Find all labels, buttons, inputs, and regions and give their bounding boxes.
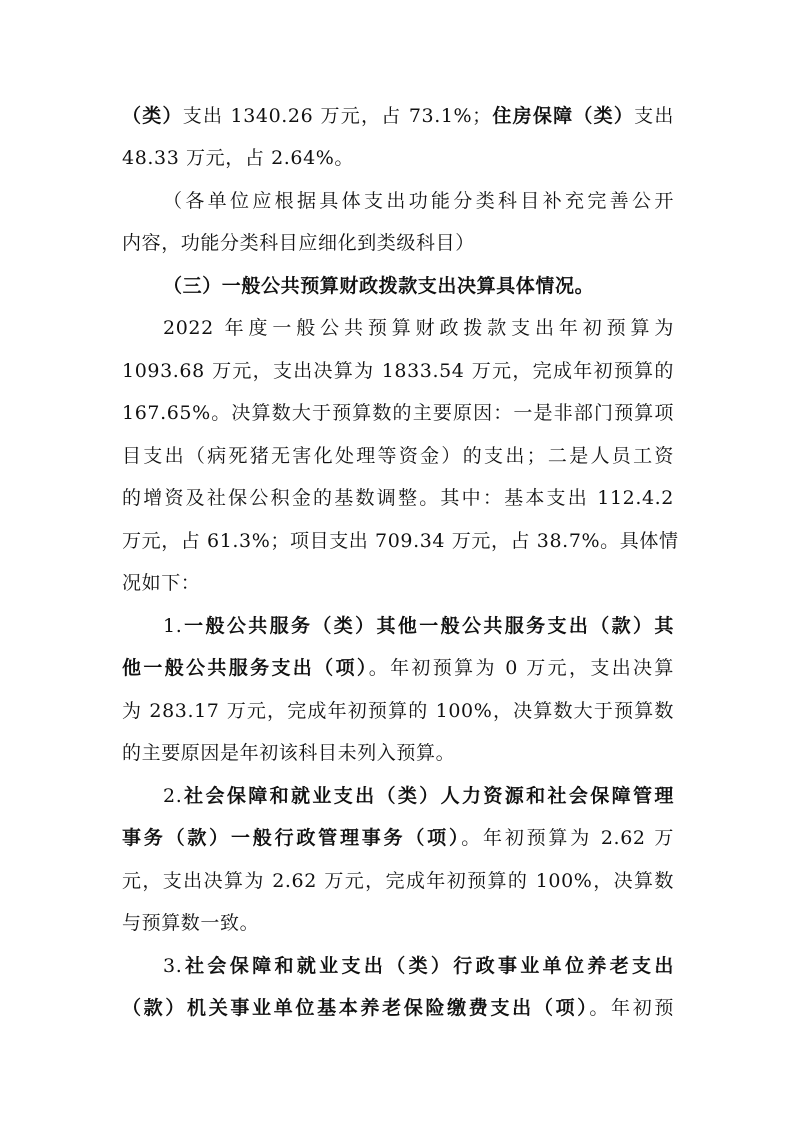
list-item-line [163, 954, 674, 978]
list-item-line [122, 996, 674, 1020]
paragraph-line: 况如下： [122, 572, 201, 594]
item-number: 1. [163, 615, 183, 637]
list-item-line: 的主要原因是年初该科目未列入预算。 [122, 742, 456, 764]
bold-text: 事务（款）一般行政管理事务（项） [122, 827, 462, 849]
body-text: 。年初预算为 0 万元，支出决算 [368, 657, 674, 679]
bold-text: （类） [122, 105, 183, 127]
paragraph-line: 1093.68 万元，支出决算为 1833.54 万元，完成年初预算的 [122, 360, 674, 382]
paragraph-line: 167.65%。决算数大于预算数的主要原因：一是非部门预算项 [122, 402, 674, 424]
paragraph-line: 48.33 万元，占 2.64%。 [122, 147, 355, 169]
section-heading: （三）一般公共预算财政拨款支出决算具体情况。 [163, 275, 595, 297]
paragraph-line [122, 104, 674, 128]
bold-text: 他一般公共服务支出（项） [122, 657, 369, 679]
paragraph-line: 目支出（病死猪无害化处理等资金）的支出；二是人员工资 [122, 445, 674, 467]
bold-text: 社会保障和就业支出（类）行政事业单位养老支出 [182, 955, 674, 977]
body-text: 支出 1340.26 万元，占 73.1%； [182, 105, 492, 127]
item-number: 3. [163, 955, 183, 977]
list-item-line: 为 283.17 万元，完成年初预算的 100%，决算数大于预算数 [122, 700, 674, 722]
paragraph-line: 的增资及社保公积金的基数调整。其中：基本支出 112.4.2 [122, 487, 674, 509]
item-number: 2. [163, 785, 183, 807]
bold-text: 住房保障（类） [491, 105, 635, 127]
list-item-line: 元，支出决算为 2.62 万元，完成年初预算的 100%，决算数 [122, 870, 674, 892]
list-item-line [163, 614, 674, 638]
list-item-line [163, 784, 674, 808]
body-text: 支出 [634, 105, 674, 127]
paragraph-line: 万元，占 61.3%；项目支出 709.34 万元，占 38.7%。具体情 [122, 530, 679, 552]
paragraph-line: 2022 年度一般公共预算财政拨款支出年初预算为 [163, 317, 674, 339]
list-item-line: 与预算数一致。 [122, 912, 260, 934]
bold-text: 一般公共服务（类）其他一般公共服务支出（款）其 [182, 615, 674, 637]
list-item-line [122, 826, 674, 850]
list-item-line [122, 656, 674, 680]
body-text: 。年初预 [589, 997, 675, 1019]
note-line: （各单位应根据具体支出功能分类科目补充完善公开 [163, 190, 674, 212]
note-line: 内容，功能分类科目应细化到类级科目） [122, 232, 475, 254]
bold-text: 社会保障和就业支出（类）人力资源和社会保障管理 [182, 785, 674, 807]
body-text: 。年初预算为 2.62 万 [461, 827, 675, 849]
bold-text: （款）机关事业单位基本养老保险缴费支出（项） [122, 997, 590, 1019]
